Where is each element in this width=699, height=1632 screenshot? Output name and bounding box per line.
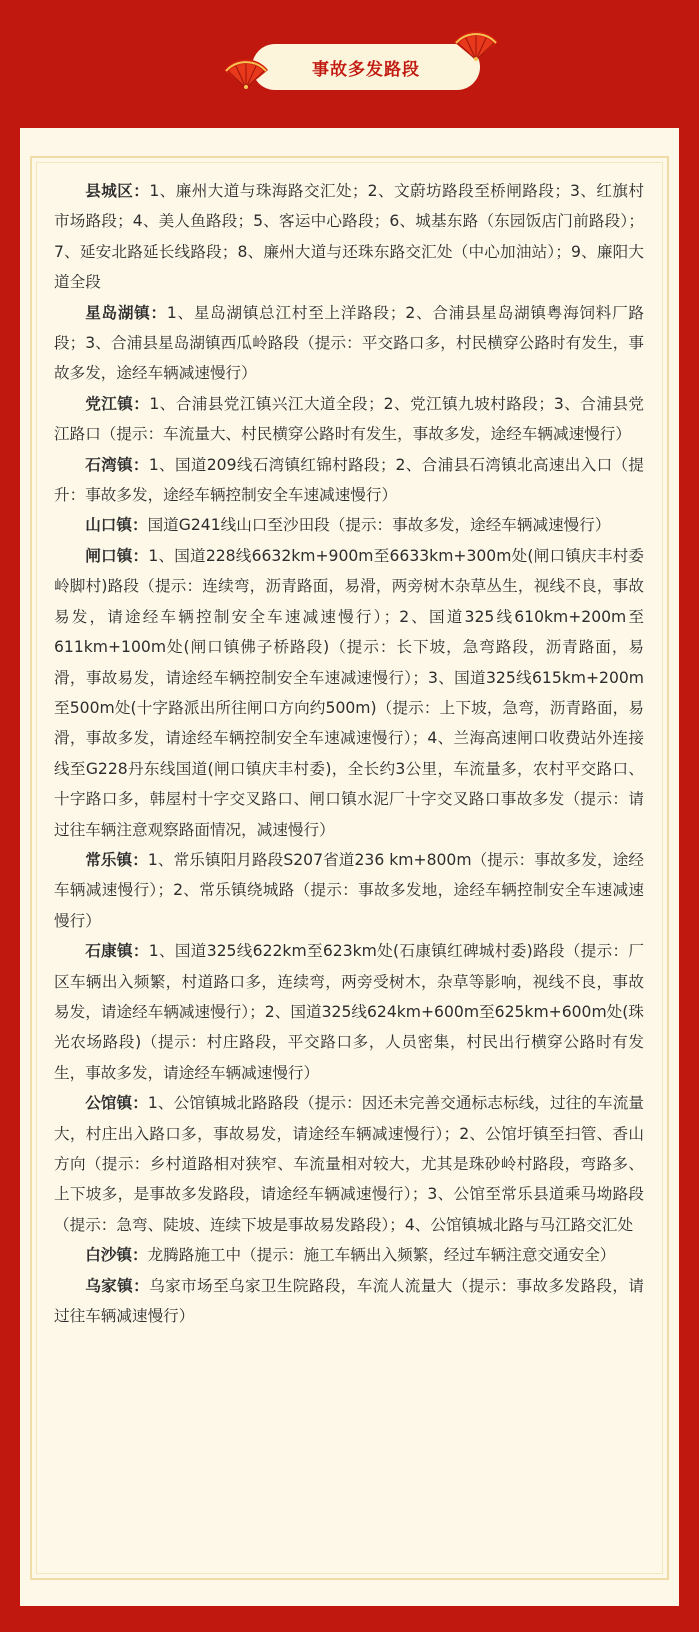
town-name: 石湾镇： [85,455,149,474]
fan-icon [222,58,270,90]
section-paragraph [54,541,644,845]
fan-icon [452,30,500,62]
section-text: 1、国道325线622km至623km处(石康镇红碑城村委)路段（提示：厂区车辆出入频繁，村道路口多，连续弯，两旁受树木，杂草等影响，视线不良，事故易发，请途经车辆减速慢行）；2、国道325线624km+600m至625km+600m处(珠光农场路段)（提示：村庄路段，平交路口多，人员密集，村民出行横穿公路时有发生，事故多发，请途经车辆减速慢行） [54,942,644,1082]
section-paragraph [54,176,644,298]
town-name: 山口镇： [85,516,148,535]
town-name: 公馆镇： [85,1094,148,1113]
section-text: 1、廉州大道与珠海路交汇处；2、文蔚坊路段至桥闸路段；3、红旗村市场路段；4、美人鱼路段；5、客运中心路段；6、城基东路（东园饭店门前路段）；7、延安北路延长线路段；8、廉州大道与还珠东路交汇处（中心加油站）；9、廉阳大道全段 [54,182,644,292]
town-name: 县城区： [85,182,150,200]
section-paragraph [54,1271,644,1332]
town-name: 白沙镇： [85,1246,148,1265]
section-paragraph [54,298,644,389]
page-title [252,44,480,90]
town-name: 乌家镇： [85,1276,150,1295]
section-text: 1、国道209线石湾镇红锦村路段；2、合浦县石湾镇北高速出入口（提升：事故多发，途经车辆控制安全车速减速慢行） [54,455,644,505]
section-paragraph [54,845,644,936]
section-text: 乌家市场至乌家卫生院路段，车流人流量大（提示：事故多发路段，请过往车辆减速慢行） [54,1276,644,1326]
section-text: 1、公馆镇城北路路段（提示：因还未完善交通标志标线，过往的车流量大，村庄出入路口多，事故易发，请途经车辆减速慢行）；2、公馆圩镇至扫管、香山方向（提示：乡村道路相对狭窄、车流量相对较大，尤其是珠砂岭村路段，弯路多、上下坡多，是事故多发路段，请途经车辆减速慢行）；3、公馆至常乐县道乘马坳路段（提示：急弯、陡坡、连续下坡是事故易发路段）；4、公馆镇城北路与马江路交汇处 [54,1094,644,1234]
section-paragraph [54,936,644,1088]
section-paragraph [54,450,644,511]
town-name: 常乐镇： [85,850,148,869]
town-name: 星岛湖镇： [85,303,167,322]
road-section-list [54,176,644,1331]
town-name: 石康镇： [85,942,149,961]
section-text: 龙腾路施工中（提示：施工车辆出入频繁，经过车辆注意交通安全） [147,1246,616,1265]
section-paragraph [54,1240,644,1270]
section-paragraph [54,389,644,450]
section-paragraph [54,1088,644,1240]
section-text: 1、合浦县党江镇兴江大道全段；2、党江镇九坡村路段；3、合浦县党江路口（提示：车流量大、村民横穿公路时有发生，事故多发，途经车辆减速慢行） [54,394,644,444]
page-title-text: 事故多发路段 [312,59,420,80]
section-paragraph [54,510,644,540]
section-text: 1、常乐镇阳月路段S207省道236 km+800m（提示：事故多发，途经车辆减速慢行）；2、常乐镇绕城路（提示：事故多发地，途经车辆控制安全车速减速慢行） [54,850,644,930]
town-name: 党江镇： [85,394,150,413]
section-text: 1、国道228线6632km+900m至6633km+300m处(闸口镇庆丰村委岭脚村)路段（提示：连续弯，沥青路面，易滑，两旁树木杂草丛生，视线不良，事故易发，请途经车辆控制安全车速减速慢行）；2、国道325线610km+200m至611km+100m处(闸口镇佛子桥路段)（提示：长下坡，急弯路段，沥青路面，易滑，事故易发，请途经车辆控制安全车速减速慢行）；3、国道325线615km+200m至500m处(十字路派出所往闸口方向约500m)（提示：上下坡，急弯，沥青路面，易滑，事故多发，请途经车辆控制安全车速减速慢行）；4、兰海高速闸口收费站外连接线至G228丹东线国道(闸口镇庆丰村委)，全长约3公里，车流量多，农村平交路口、十字路口多，韩屋村十字交叉路口、闸口镇水泥厂十字交叉路口事故多发（提示：请过往车辆注意观察路面情况，减速慢行） [54,546,644,839]
section-text: 1、星岛湖镇总江村至上洋路段；2、合浦县星岛湖镇粤海饲料厂路段；3、合浦县星岛湖镇西瓜岭路段（提示：平交路口多，村民横穿公路时有发生，事故多发，途经车辆减速慢行） [54,303,644,383]
section-text: 国道G241线山口至沙田段（提示：事故多发，途经车辆减速慢行） [147,516,611,535]
town-name: 闸口镇： [85,546,149,565]
